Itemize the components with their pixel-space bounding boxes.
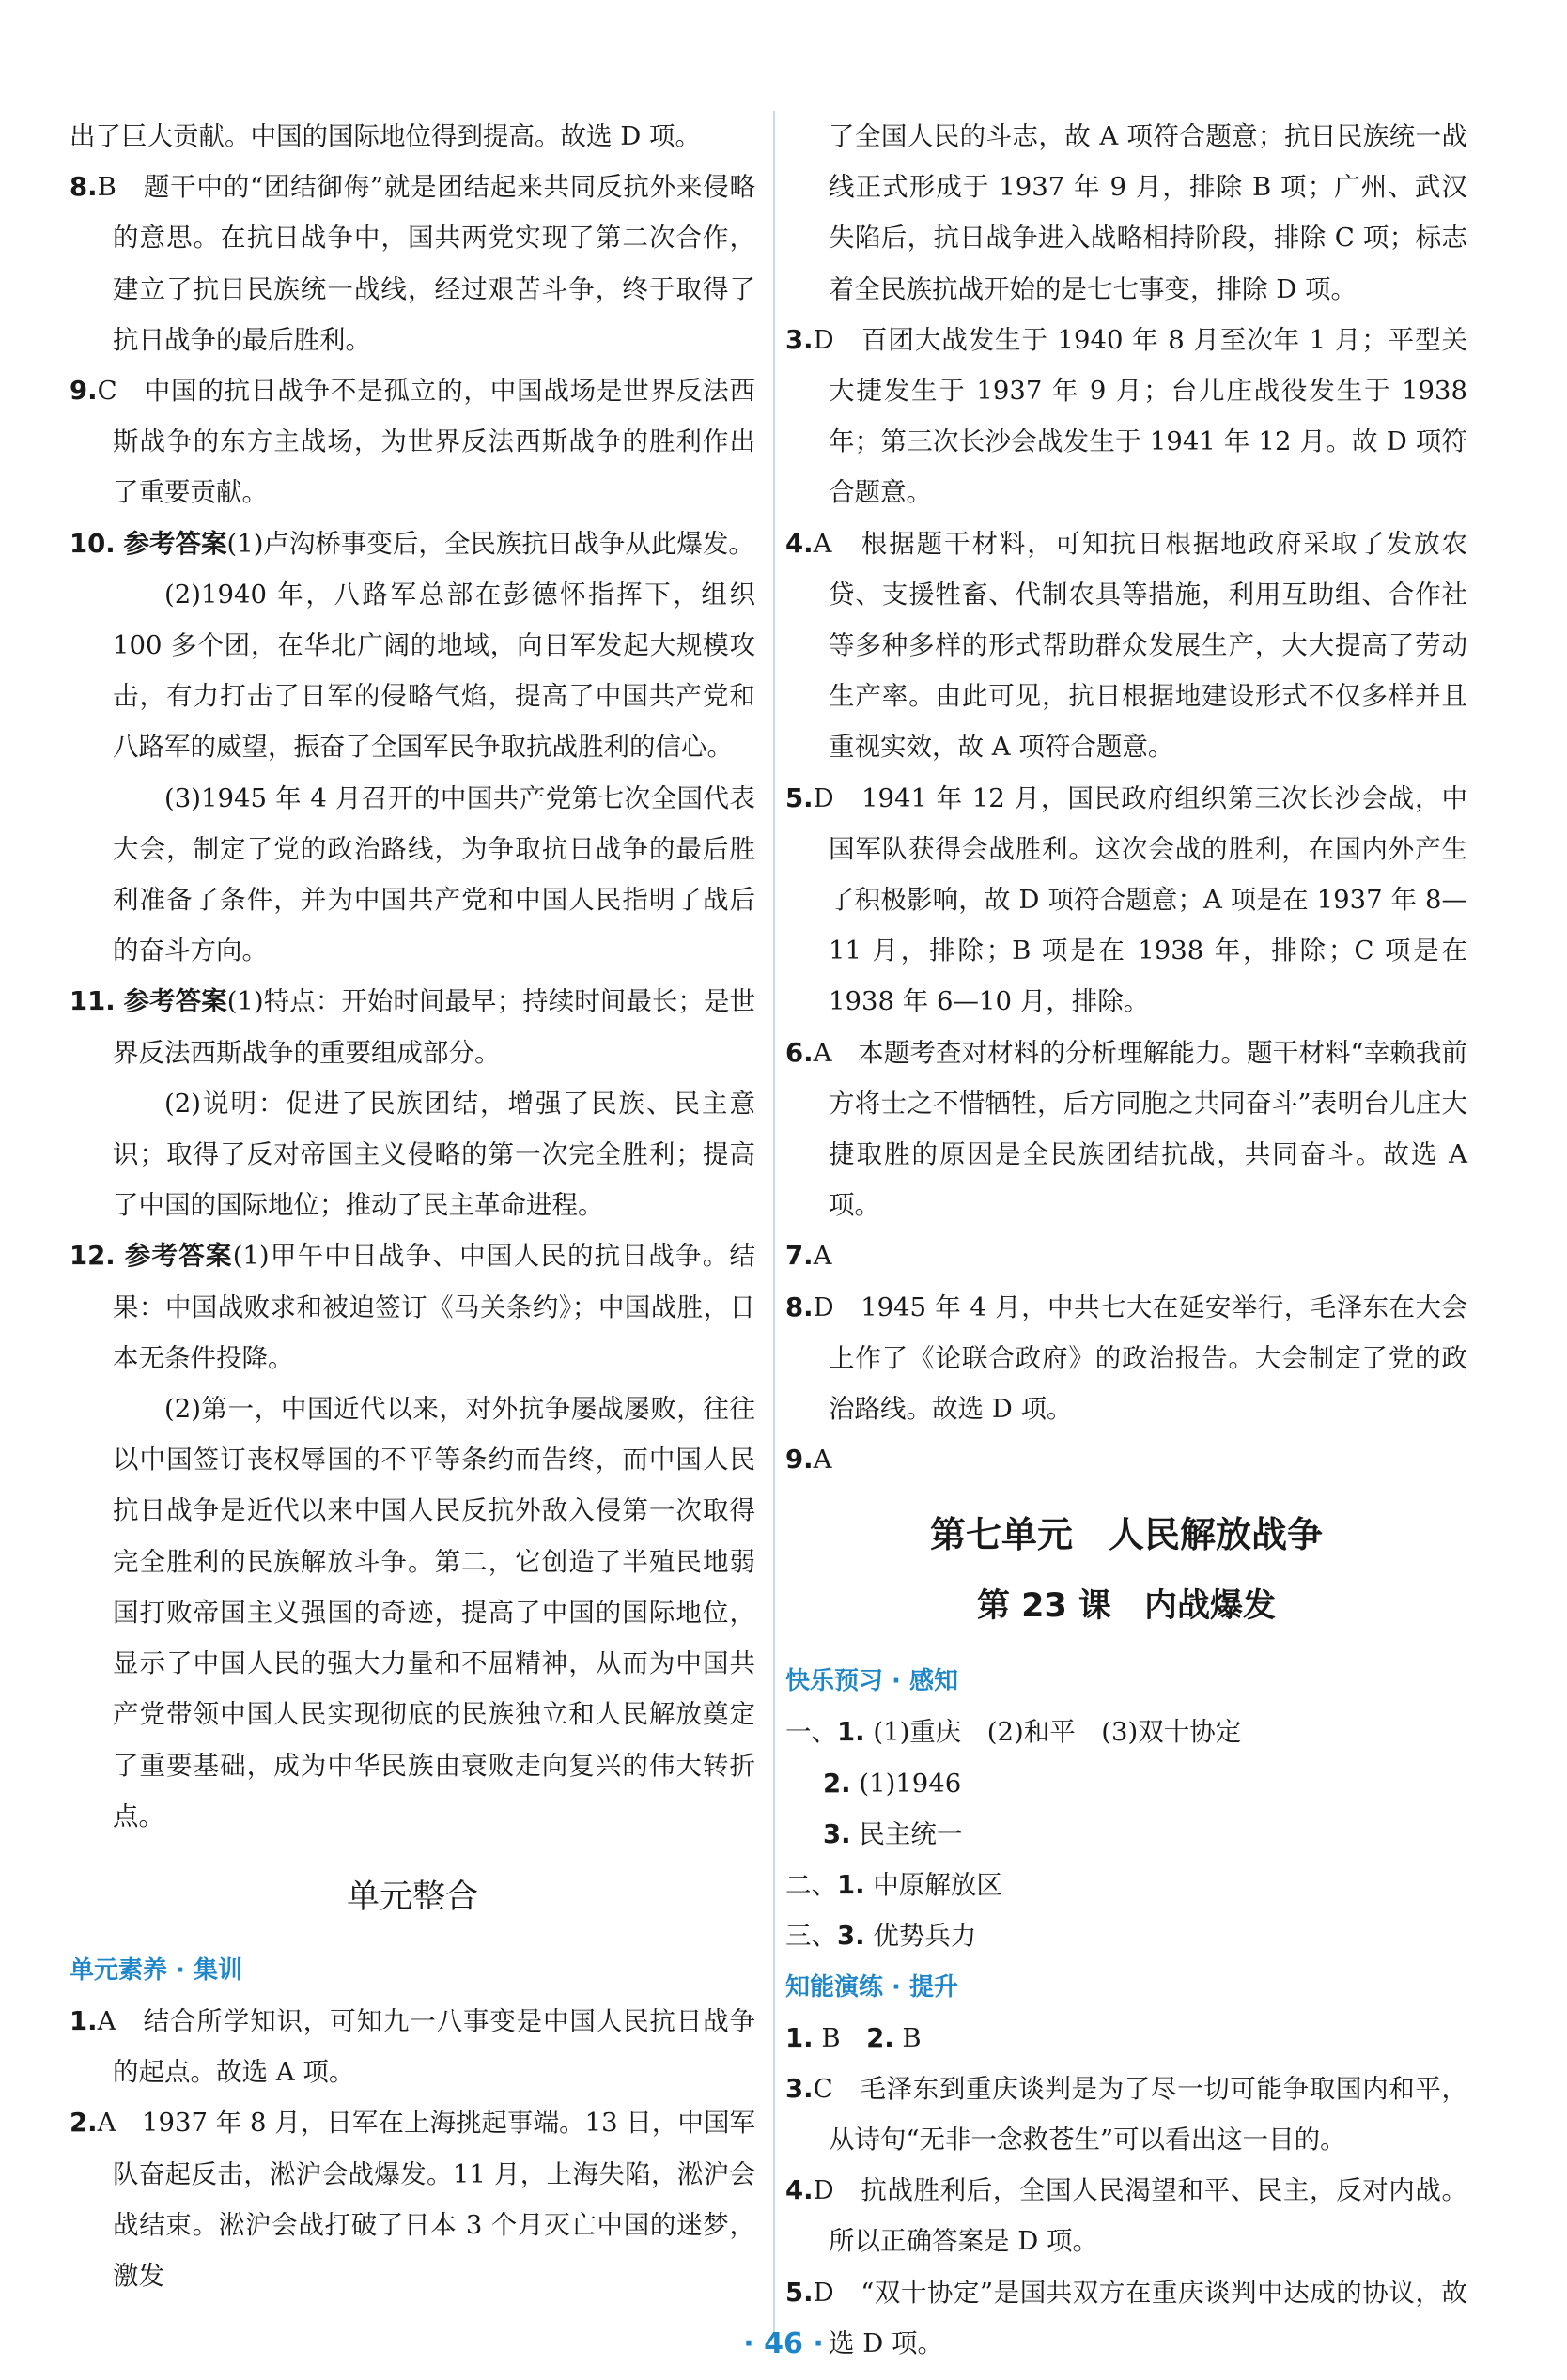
preview-line-3: 3. 民主统一 bbox=[823, 1818, 963, 1849]
answer-9: 9.C 中国的抗日战争不是孤立的，中国战场是世界反法西斯战争的东方主战场，为世界反法西斯战争的胜利作出了重要贡献。 bbox=[70, 376, 755, 508]
practice-answer-3: 3.C 毛泽东到重庆谈判是为了尽一切可能争取国内和平，从诗句“无非一念救苍生”可以看出这一目的。 bbox=[785, 2073, 1467, 2155]
unit-answer-9: 9.A bbox=[785, 1445, 832, 1476]
section-practice: 知能演练 · 提升 bbox=[785, 1972, 958, 2001]
preview-line-2: 2. (1)1946 bbox=[823, 1768, 962, 1799]
answer-10-part-3: (3)1945 年 4 月召开的中国共产党第七次全国代表大会，制定了党的政治路线，为争取抗日战争的最后胜利准备了条件，并为中国共产党和中国人民指明了战后的奋斗方向。 bbox=[113, 782, 755, 966]
unit-seven-title: 第七单元 人民解放战争 bbox=[929, 1514, 1323, 1556]
unit-answer-1: 1.A 结合所学知识，可知九一八事变是中国人民抗日战争的起点。故选 A 项。 bbox=[70, 2005, 755, 2088]
column-divider bbox=[773, 111, 775, 2337]
section-preview: 快乐预习 · 感知 bbox=[785, 1667, 958, 1696]
lesson-title: 第 23 课 内战爆发 bbox=[976, 1587, 1277, 1626]
answer-10: 10. 参考答案(1)卢沟桥事变后，全民族抗日战争从此爆发。 bbox=[70, 528, 754, 559]
unit-answer-4: 4.A 根据题干材料，可知抗日根据地政府采取了发放农贷、支援牲畜、代制农具等措施，利用互助组、合作社等多种多样的形式帮助群众发展生产，大大提高了劳动生产率。由此可见，抗日根据地建设形式不仅多样并且重视实效，故 A 项符合题意。 bbox=[785, 528, 1467, 763]
preview-line-1: 一、1. (1)重庆 (2)和平 (3)双十协定 bbox=[785, 1717, 1242, 1748]
practice-answer-4: 4.D 抗战胜利后，全国人民渴望和平、民主，反对内战。所以正确答案是 D 项。 bbox=[785, 2175, 1467, 2257]
unit-answer-5: 5.D 1941 年 12 月，国民政府组织第三次长沙会战，中国军队获得会战胜利。这次会战的胜利，在国内外产生了积极影响，故 D 项符合题意；A 项是在 1937 年 8—11 月，排除；B 项是在 1938 年，排除；C 项是在 1938 年 6—10 月，排除。 bbox=[785, 782, 1467, 1017]
answer-12: 12. 参考答案(1)甲午中日战争、中国人民的抗日战争。结果：中国战败求和被迫签订《马关条约》；中国战胜，日本无条件投降。 bbox=[70, 1241, 756, 1373]
answer-8: 8.B 题干中的“团结御侮”就是团结起来共同反抗外来侵略的意思。在抗日战争中，国共两党实现了第二次合作，建立了抗日民族统一战线，经过艰苦斗争，终于取得了抗日战争的最后胜利。 bbox=[70, 172, 755, 355]
left-column bbox=[70, 111, 755, 2301]
answer-12-part-2: (2)第一，中国近代以来，对外抗争屡战屡败，往往以中国签订丧权辱国的不平等条约而告终，而中国人民抗日战争是近代以来中国人民反抗外敌入侵第一次取得完全胜利的民族解放斗争。第二，它创造了半殖民地弱国打败帝国主义强国的奇迹，提高了中国的国际地位，显示了中国人民的强大力量和不屈精神，从而为中国共产党带领中国人民实现彻底的民族独立和人民解放奠定了重要基础，成为中华民族由衰败走向复兴的伟大转折点。 bbox=[113, 1394, 755, 1831]
answer-10-part-2: (2)1940 年，八路军总部在彭德怀指挥下，组织 100 多个团，在华北广阔的地域，向日军发起大规模攻击，有力打击了日军的侵略气焰，提高了中国共产党和八路军的威望，振奋了全国军民争取抗战胜利的信心。 bbox=[113, 579, 755, 763]
preview-line-4: 二、1. 中原解放区 bbox=[785, 1870, 1002, 1901]
practice-answers-1-2: 1. B 2. B bbox=[785, 2022, 922, 2053]
practice-answer-5: 5.D “双十协定”是国共双方在重庆谈判中达成的协议，故选 D 项。 bbox=[785, 2277, 1467, 2358]
unit-answer-3: 3.D 百团大战发生于 1940 年 8 月至次年 1 月；平型关大捷发生于 1937 年 9 月；台儿庄战役发生于 1938 年；第三次长沙会战发生于 1941 年 12 月。故 D 项符合题意。 bbox=[785, 324, 1467, 508]
unit-integration-title: 单元整合 bbox=[346, 1878, 478, 1916]
page-number: · 46 · bbox=[743, 2327, 824, 2360]
answer-11-part-2: (2)说明：促进了民族团结，增强了民族、民主意识；取得了反对帝国主义侵略的第一次完全胜利；提高了中国的国际地位；推动了民主革命进程。 bbox=[113, 1088, 755, 1221]
continued-text: 出了巨大贡献。中国的国际地位得到提高。故选 D 项。 bbox=[70, 121, 702, 151]
unit-answer-2: 2.A 1937 年 8 月，日军在上海挑起事端。13 日，中国军队奋起反击，淞沪会战爆发。11 月，上海失陷，淞沪会战结束。淞沪会战打破了日本 3 个月灭亡中国的迷梦，激发 bbox=[70, 2108, 755, 2291]
unit-answer-6: 6.A 本题考查对材料的分析理解能力。题干材料“幸赖我前方将士之不惜牺牲，后方同胞之共同奋斗”表明台儿庄大捷取胜的原因是全民族团结抗战，共同奋斗。故选 A 项。 bbox=[785, 1037, 1467, 1221]
answer-11: 11. 参考答案(1)特点：开始时间最早；持续时间最长；是世界反法西斯战争的重要组成部分。 bbox=[70, 986, 756, 1068]
continued-text-right: 了全国人民的斗志，故 A 项符合题意；抗日民族统一战线正式形成于 1937 年 9 月，排除 B 项；广州、武汉失陷后，抗日战争进入战略相持阶段，排除 C 项；标志着全民族抗战开始的是七七事变，排除 D 项。 bbox=[829, 121, 1467, 304]
preview-line-5: 三、3. 优势兵力 bbox=[785, 1921, 977, 1952]
unit-answer-8: 8.D 1945 年 4 月，中共七大在延安举行，毛泽东在大会上作了《论联合政府》的政治报告。大会制定了党的政治路线。故选 D 项。 bbox=[785, 1291, 1467, 1425]
unit-answer-7: 7.A bbox=[785, 1241, 832, 1272]
right-column bbox=[785, 111, 1467, 2369]
section-unit-practice: 单元素养 · 集训 bbox=[70, 1955, 242, 1985]
